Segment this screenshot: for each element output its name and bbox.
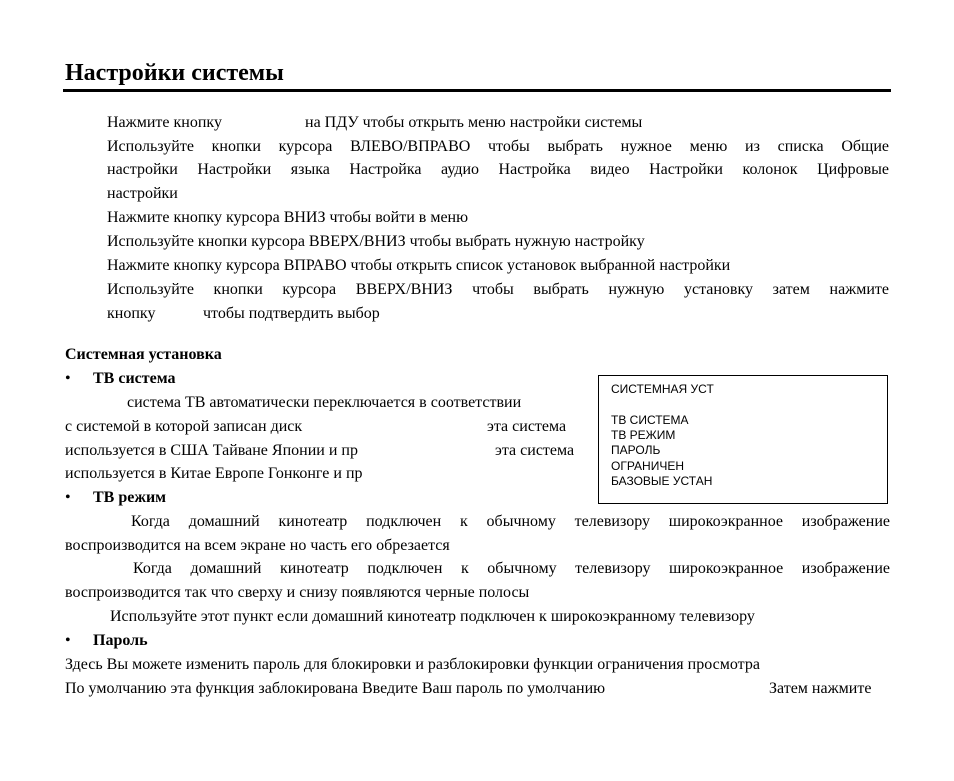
menu-item-password: ПАРОЛЬ <box>611 443 661 457</box>
menu-item-tv-mode: ТВ РЕЖИМ <box>611 428 676 442</box>
tv-mode-label: ТВ режим <box>93 489 167 506</box>
menu-item-rating: ОГРАНИЧЕН <box>611 459 684 473</box>
tv-mode-p1-line-2: воспроизводится на всем экране но часть его обрезается <box>65 537 450 554</box>
tv-system-line-1: система ТВ автоматически переключается в соответствии <box>127 394 522 411</box>
tv-system-line-3b: эта система <box>495 442 575 459</box>
intro-line-3: настройки Настройки языка Настройка аудио Настройка видео Настройки колонок Цифровые <box>107 161 889 178</box>
menu-item-tv-system: ТВ СИСТЕМА <box>611 413 689 427</box>
tv-mode-p2-line-1: Когда домашний кинотеатр подключен к обычному телевизору широкоэкранное изображение <box>133 560 890 577</box>
intro-line-9b: чтобы подтвердить выбор <box>203 305 380 322</box>
intro-line-1b: на ПДУ чтобы открыть меню настройки системы <box>305 114 643 131</box>
intro-line-1a: Нажмите кнопку <box>107 114 222 131</box>
menu-title: СИСТЕМНАЯ УСТ <box>611 382 714 396</box>
intro-line-4: настройки <box>107 185 178 202</box>
password-line-1: Здесь Вы можете изменить пароль для блокировки и разблокировки функции ограничения просмотра <box>65 656 760 673</box>
bullet-icon: • <box>65 370 71 387</box>
tv-system-line-2b: эта система <box>487 418 567 435</box>
menu-item-defaults: БАЗОВЫЕ УСТАН <box>611 474 713 488</box>
tv-mode-p1-line-1: Когда домашний кинотеатр подключен к обычному телевизору широкоэкранное изображение <box>131 513 890 530</box>
tv-system-line-3: используется в США Тайване Японии и пр <box>65 442 358 459</box>
title-rule <box>63 89 891 92</box>
password-label: Пароль <box>93 632 148 649</box>
intro-line-9a: кнопку <box>107 305 156 322</box>
password-line-2b: Затем нажмите <box>769 680 872 697</box>
tv-mode-p2-line-2: воспроизводится так что сверху и снизу появляются черные полосы <box>65 584 530 601</box>
page-title: Настройки системы <box>65 60 284 86</box>
intro-line-8: Используйте кнопки курсора ВВЕРХ/ВНИЗ чтобы выбрать нужную установку затем нажмите <box>107 281 889 298</box>
intro-line-5: Нажмите кнопку курсора ВНИЗ чтобы войти в меню <box>107 209 469 226</box>
tv-system-line-2: с системой в которой записан диск <box>65 418 303 435</box>
intro-line-6: Используйте кнопки курсора ВВЕРХ/ВНИЗ чтобы выбрать нужную настройку <box>107 233 645 250</box>
bullet-icon: • <box>65 632 71 649</box>
system-menu-box <box>598 375 888 504</box>
intro-line-2: Используйте кнопки курсора ВЛЕВО/ВПРАВО чтобы выбрать нужное меню из списка Общие <box>107 138 889 155</box>
intro-line-7: Нажмите кнопку курсора ВПРАВО чтобы открыть список установок выбранной настройки <box>107 257 731 274</box>
password-line-2: По умолчанию эта функция заблокирована Введите Ваш пароль по умолчанию <box>65 680 606 697</box>
tv-system-label: ТВ система <box>93 370 176 387</box>
section-heading: Системная установка <box>65 346 222 363</box>
tv-mode-p3: Используйте этот пункт если домашний кинотеатр подключен к широкоэкранному телевизору <box>110 608 755 625</box>
tv-system-line-4: используется в Китае Европе Гонконге и пр <box>65 465 363 482</box>
bullet-icon: • <box>65 489 71 506</box>
